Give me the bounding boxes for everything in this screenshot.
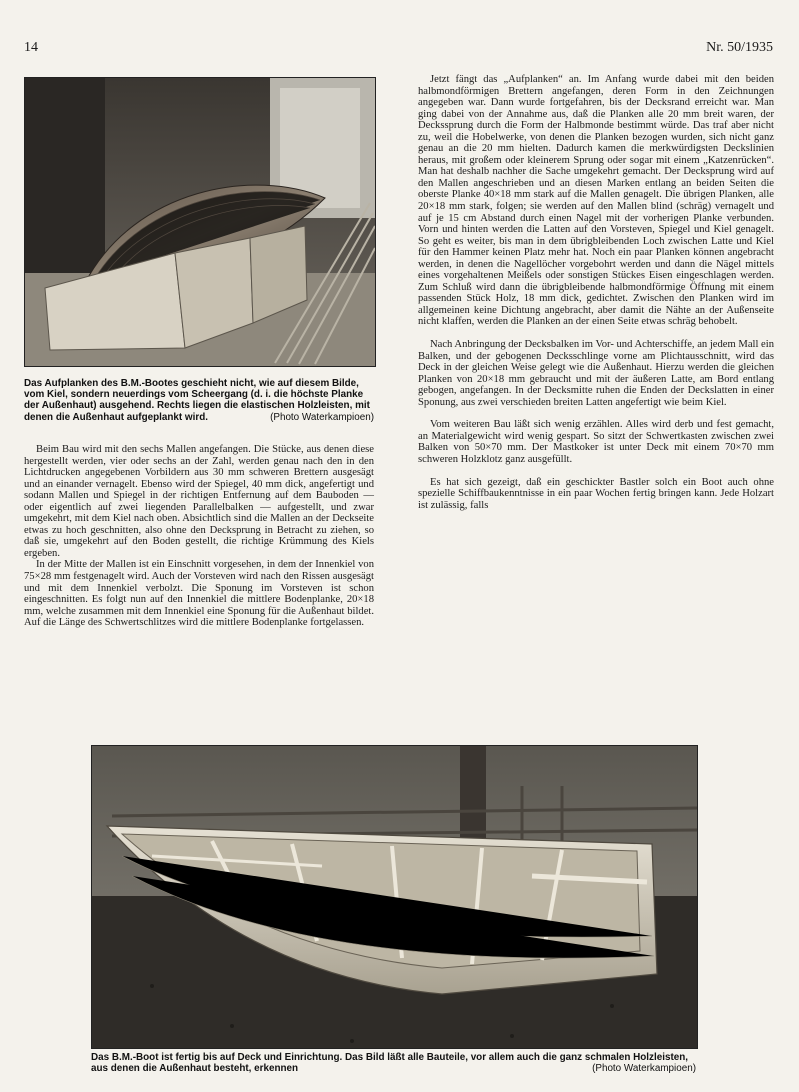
paragraph: In der Mitte der Mallen ist ein Einschnitt vorgesehen, in dem der Innenkiel von 75×28 mm festgenagelt wird. Auch der Vorsteven wird nach den Rissen ausgesägt und mit dem Innenkiel verbolzt. Die Sponung im Vorsteven ist schon eingeschnitten. Es folgt nun auf den Innenkiel die mittlere Bodenplanke, 20×18 mm, welche zusammen mit dem Innenkiel eine Sponung für die Außenhaut bildet. Auf die Länge des Schwertschlitzes wird die mittlere Bodenplanke fortgelassen. bbox=[24, 559, 374, 629]
finished-boat-hull-image bbox=[92, 746, 697, 1048]
figure-1-caption-text: Das Aufplanken des B.M.-Bootes geschieht nicht, wie auf diesem Bilde, vom Kiel, sondern neuerdings vom Scheergang (d. i. die höchste Planke der Außenhaut) ausgehend. Rechts liegen die elastischen Holzleisten, mit denen die Außenhaut aufgeplankt wird. bbox=[24, 378, 370, 423]
page-number: 14 bbox=[24, 40, 38, 55]
paragraph: Jetzt fängt das „Aufplanken“ an. Im Anfang wurde dabei mit den beiden halbmondförmigen Brettern angefangen, deren Form in den Zeichnungen angegeben war. Dann wurde fortgefahren, bis der Decksrand erreicht war. Man ging dabei von der Annahme aus, daß die Planken alle 20 mm breit waren, der Deckssprung durch die Form der Halbmonde bestimmt würde. Das traf aber nicht zu, weil die Hobelwerke, von denen die Planken bezogen wurden, sich nicht ganz genau an die 20 mm hielten. Dadurch kamen die merkwürdigsten Deckslinien heraus, mit großem oder kleinerem Sprung oder sogar mit einem „Katzenrücken“. Man hat deshalb nachher die Sache umgekehrt gemacht. Der Decksprung wird auf den Mallen angeschrieben und an diesen Marken entlang an beiden Seiten die oberste Planke 40×18 mm stark auf die Mallen genagelt. Die übrigen Planken, alle 20×18 mm stark, folgen; sie werden auf den Mallen blind (schräg) vernagelt und auf je 15 cm Abstand durch einen Nagel mit der vorherigen Planke verbunden. Vorn und hinten werden die Latten auf den Vorsteven, Spiegel und Kiel genagelt. So geht es weiter, bis man in dem übrigbleibenden Loch zwischen Latte und Kiel für den Hammer keinen Platz mehr hat. Noch ein paar Planken können angebracht werden, in denen die Nagellöcher vorgebohrt werden und dann die Nägel mittels eines vorgehaltenen Meißels oder sonstigen Stückes Eisen eingeschlagen werden. Zum Schluß wird dann die übrigbleibende halbmondförmige Öffnung mit einem passenden Stück Holz, 18 mm dick, gedichtet. Zwischen den Planken wird im allgemeinen keine Dichtung angebracht, aber damit die Nähte an der Außenseite nicht klaffen, werden die Planken an der einen Seite etwas schräg behobelt. bbox=[418, 74, 774, 328]
figure-2-credit: (Photo Waterkampioen) bbox=[592, 1063, 696, 1075]
figure-1-credit: (Photo Waterkampioen) bbox=[270, 411, 374, 423]
paragraph: Nach Anbringung der Decksbalken im Vor- und Achterschiffe, an jedem Mall ein Balken, und der gebogenen Decksschlinge vorne am Plichtausschnitt, wird das Deck in der gleichen Weise gelegt wie die Außenhaut. Hierzu werden die gleichen Planken von 20×18 mm gebraucht und mit der äußeren Latte, am Bord entlang gebogen, angefangen. In der Decksmitte ruhen die Enden der Deckslatten in einer Sponung, aus zwei verschieden breiten Latten angefertigt wie beim Kiel. bbox=[418, 339, 774, 408]
paragraph: Beim Bau wird mit den sechs Mallen angefangen. Die Stücke, aus denen diese hergestellt werden, vier oder sechs an der Zahl, werden genau nach den in den Lichtdrucken angegebenen Vorbildern aus 30 mm schweren Brettern ausgesägt und an einander vernagelt. Ebenso wird der Spiegel, 40 mm dick, angefertigt und sodann Mallen und Spiegel in der richtigen Entfernung auf dem Bauboden — oder eigentlich auf zwei liegenden Parallelbalken — aufgestellt, und zwar umgekehrt, mit dem Kiel nach oben. Absichtlich sind die Mallen an der Deckseite etwas zu hoch geschnitten, also ohne den Decksprung in Betracht zu ziehen, so daß sie, umgekehrt auf den Boden gestellt, die richtige Krümmung des Kiels ergeben. bbox=[24, 444, 374, 559]
paragraph: Vom weiteren Bau läßt sich wenig erzählen. Alles wird derb und fest gemacht, an Materialgewicht wird wenig gespart. So sitzt der Schwertkasten zwischen zwei Balken von 50×70 mm. Der Mastkoker ist unter Deck mit einem 70×70 mm schweren Holzklotz ganz ausgefüllt. bbox=[418, 419, 774, 465]
figure-2-photo bbox=[91, 745, 698, 1049]
figure-2-caption-text: Das B.M.-Boot ist fertig bis auf Deck und Einrichtung. Das Bild läßt alle Bauteile, vor allem auch die ganz schmalen Holzleisten, aus denen die Außenhaut besteht, erkennen bbox=[91, 1052, 689, 1075]
figure-1-photo bbox=[24, 77, 376, 367]
left-text-column bbox=[24, 444, 374, 640]
issue-number: Nr. 50/1935 bbox=[706, 40, 773, 55]
right-text-column bbox=[418, 74, 774, 522]
figure-2-caption bbox=[91, 1052, 696, 1074]
figure-1-caption bbox=[24, 378, 374, 423]
paragraph: Es hat sich gezeigt, daß ein geschickter Bastler solch ein Boot auch ohne spezielle Schiffbaukenntnisse in ein paar Wochen fertig bringen kann. Jede Holzart ist zulässig, falls bbox=[418, 476, 774, 511]
boat-hull-on-molds-image bbox=[25, 78, 375, 366]
